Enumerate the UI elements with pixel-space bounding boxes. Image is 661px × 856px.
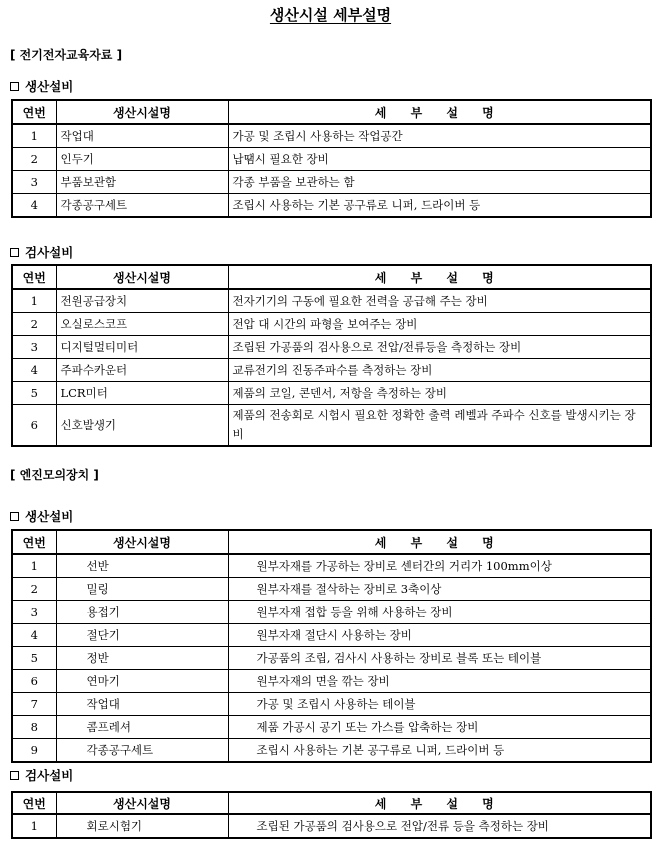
table-row xyxy=(12,313,651,336)
subsection-production-2 xyxy=(10,507,73,525)
cell-no: 4 xyxy=(12,624,56,647)
subsection-label: 검사설비 xyxy=(25,245,74,260)
table-row xyxy=(12,194,651,218)
header-no: 연번 xyxy=(12,792,56,814)
cell-no: 4 xyxy=(12,359,56,382)
cell-detail: 조립시 사용하는 기본 공구류로 니퍼, 드라이버 등 xyxy=(228,194,651,218)
cell-name: 인두기 xyxy=(56,148,228,171)
subsection-label: 검사설비 xyxy=(25,768,74,783)
table-row xyxy=(12,405,651,447)
checkbox-square-icon xyxy=(10,771,19,780)
cell-name: 작업대 xyxy=(56,124,228,148)
header-name: 생산시설명 xyxy=(56,530,228,554)
cell-detail: 가공 및 조립시 사용하는 작업공간 xyxy=(228,124,651,148)
header-name: 생산시설명 xyxy=(56,100,228,124)
table-row xyxy=(12,359,651,382)
cell-name: 회로시험기 xyxy=(56,814,228,838)
header-detail: 세 부 설 명 xyxy=(228,530,651,554)
table-row xyxy=(12,382,651,405)
cell-name: 정반 xyxy=(56,647,228,670)
cell-no: 1 xyxy=(12,124,56,148)
subsection-inspection-2 xyxy=(10,766,73,784)
header-name: 생산시설명 xyxy=(56,265,228,289)
table-row xyxy=(12,739,651,763)
cell-name: 작업대 xyxy=(56,693,228,716)
cell-name: 오실로스코프 xyxy=(56,313,228,336)
cell-no: 8 xyxy=(12,716,56,739)
cell-name: 연마기 xyxy=(56,670,228,693)
subsection-label: 생산설비 xyxy=(25,509,74,524)
cell-detail: 납땜시 필요한 장비 xyxy=(228,148,651,171)
cell-no: 7 xyxy=(12,693,56,716)
checkbox-square-icon xyxy=(10,512,19,521)
cell-name: 절단기 xyxy=(56,624,228,647)
cell-no: 1 xyxy=(12,554,56,578)
table-row xyxy=(12,814,651,838)
cell-detail: 조립시 사용하는 기본 공구류로 니퍼, 드라이버 등 xyxy=(228,739,651,763)
header-no: 연번 xyxy=(12,100,56,124)
table-row xyxy=(12,171,651,194)
cell-detail: 가공 및 조립시 사용하는 테이블 xyxy=(228,693,651,716)
cell-detail: 제품의 전송회로 시험시 필요한 정확한 출력 레벨과 주파수 신호를 발생시키는 장비 xyxy=(228,405,651,447)
production-equipment-table-1 xyxy=(11,99,652,218)
header-no: 연번 xyxy=(12,265,56,289)
cell-name: 신호발생기 xyxy=(56,405,228,447)
page-title: 생산시설 세부설명 xyxy=(269,6,392,24)
cell-name: 용접기 xyxy=(56,601,228,624)
checkbox-square-icon xyxy=(10,248,19,257)
cell-detail: 원부자재를 가공하는 장비로 센터간의 거리가 100mm이상 xyxy=(228,554,651,578)
table-row xyxy=(12,647,651,670)
cell-no: 3 xyxy=(12,336,56,359)
cell-name: 부품보관함 xyxy=(56,171,228,194)
header-detail: 세 부 설 명 xyxy=(228,792,651,814)
cell-detail: 조립된 가공품의 검사용으로 전압/전류 등을 측정하는 장비 xyxy=(228,814,651,838)
cell-detail: 조립된 가공품의 검사용으로 전압/전류등을 측정하는 장비 xyxy=(228,336,651,359)
cell-no: 2 xyxy=(12,148,56,171)
cell-no: 4 xyxy=(12,194,56,218)
cell-detail: 각종 부품을 보관하는 함 xyxy=(228,171,651,194)
cell-no: 1 xyxy=(12,289,56,313)
cell-no: 2 xyxy=(12,313,56,336)
cell-detail: 가공품의 조립, 검사시 사용하는 장비로 블록 또는 테이블 xyxy=(228,647,651,670)
checkbox-square-icon xyxy=(10,82,19,91)
cell-name: 각종공구세트 xyxy=(56,739,228,763)
subsection-label: 생산설비 xyxy=(25,79,74,94)
production-equipment-table-2 xyxy=(11,529,652,763)
section-electronics-label: [ 전기전자교육자료 ] xyxy=(10,48,123,62)
cell-detail: 원부자재를 절삭하는 장비로 3축이상 xyxy=(228,578,651,601)
cell-name: 전원공급장치 xyxy=(56,289,228,313)
table-row xyxy=(12,601,651,624)
cell-detail: 원부자재 절단시 사용하는 장비 xyxy=(228,624,651,647)
subsection-production-1 xyxy=(10,77,73,95)
table-row xyxy=(12,578,651,601)
header-name: 생산시설명 xyxy=(56,792,228,814)
cell-detail: 원부자재 접합 등을 위해 사용하는 장비 xyxy=(228,601,651,624)
cell-no: 5 xyxy=(12,647,56,670)
cell-name: 주파수카운터 xyxy=(56,359,228,382)
table-row xyxy=(12,624,651,647)
header-detail: 세 부 설 명 xyxy=(228,265,651,289)
cell-no: 2 xyxy=(12,578,56,601)
cell-name: 콤프레셔 xyxy=(56,716,228,739)
table-row xyxy=(12,124,651,148)
subsection-inspection-1 xyxy=(10,243,73,261)
cell-detail: 전자기기의 구동에 필요한 전력을 공급해 주는 장비 xyxy=(228,289,651,313)
inspection-equipment-table-1 xyxy=(11,264,652,447)
cell-no: 1 xyxy=(12,814,56,838)
cell-name: 각종공구세트 xyxy=(56,194,228,218)
cell-no: 5 xyxy=(12,382,56,405)
cell-name: 선반 xyxy=(56,554,228,578)
cell-detail: 제품 가공시 공기 또는 가스를 압축하는 장비 xyxy=(228,716,651,739)
table-row xyxy=(12,289,651,313)
table-row xyxy=(12,693,651,716)
inspection-equipment-table-2 xyxy=(11,791,652,839)
cell-name: 밀링 xyxy=(56,578,228,601)
cell-no: 3 xyxy=(12,171,56,194)
cell-detail: 전압 대 시간의 파형을 보여주는 장비 xyxy=(228,313,651,336)
table-row xyxy=(12,148,651,171)
cell-name: LCR미터 xyxy=(56,382,228,405)
header-detail: 세 부 설 명 xyxy=(228,100,651,124)
table-row xyxy=(12,670,651,693)
section-engine-label: [ 엔진모의장치 ] xyxy=(10,468,99,482)
header-no: 연번 xyxy=(12,530,56,554)
table-row xyxy=(12,336,651,359)
cell-no: 6 xyxy=(12,670,56,693)
cell-no: 9 xyxy=(12,739,56,763)
cell-no: 3 xyxy=(12,601,56,624)
cell-no: 6 xyxy=(12,405,56,447)
cell-detail: 교류전기의 진동주파수를 측정하는 장비 xyxy=(228,359,651,382)
cell-detail: 제품의 코일, 콘덴서, 저항을 측정하는 장비 xyxy=(228,382,651,405)
cell-name: 디지털멀티미터 xyxy=(56,336,228,359)
cell-detail: 원부자재의 면을 깎는 장비 xyxy=(228,670,651,693)
table-row xyxy=(12,554,651,578)
table-row xyxy=(12,716,651,739)
